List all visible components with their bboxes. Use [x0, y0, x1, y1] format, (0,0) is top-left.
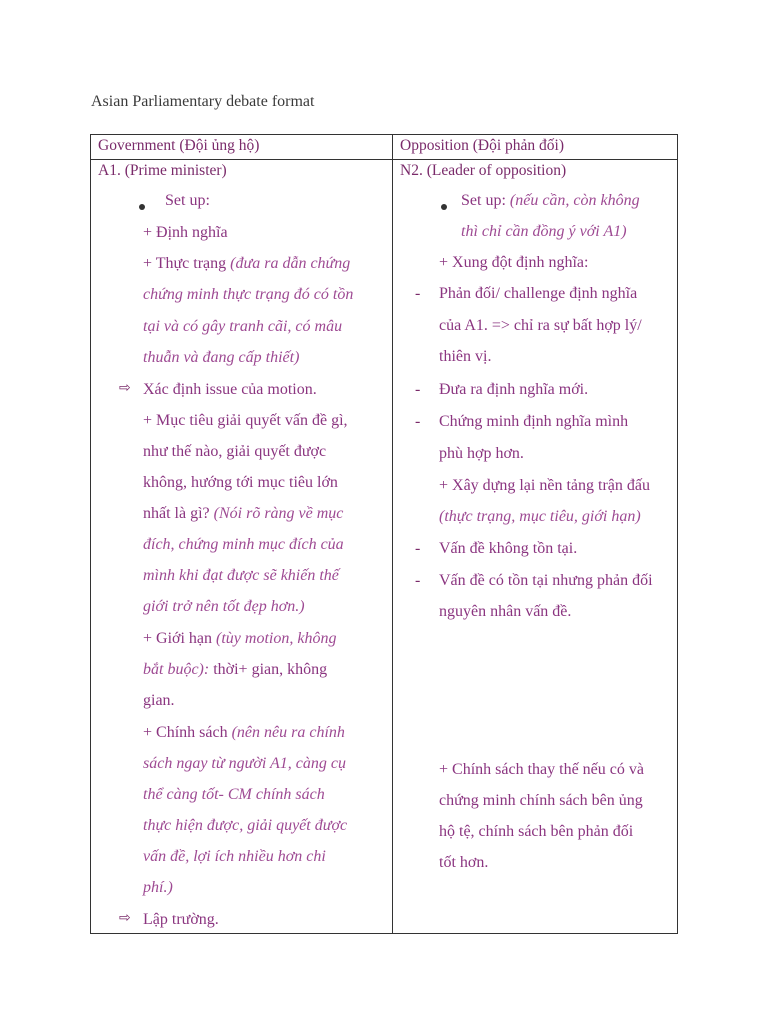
gov-lap-truong: Lập trường.	[143, 911, 219, 928]
opp-van-de-line: Vấn đề có tồn tại nhưng phản đối	[439, 572, 653, 589]
opposition-column	[393, 160, 678, 934]
opp-xung-dot: + Xung đột định nghĩa:	[439, 254, 589, 271]
gov-chinh-sach-line: vấn đề, lợi ích nhiều hơn chi	[143, 848, 326, 865]
dash-icon: -	[415, 285, 421, 302]
gov-muc-tieu-line: như thế nào, giải quyết được	[143, 443, 327, 460]
gov-muc-tieu-line: đích, chứng minh mục đích của	[143, 536, 344, 553]
table-body-row	[91, 160, 678, 934]
gov-muc-tieu-line: mình khi đạt được sẽ khiến thế	[143, 567, 339, 584]
dash-icon: -	[415, 381, 421, 398]
opp-chinh-sach-line: + Chính sách thay thế nếu có và	[439, 761, 644, 778]
opp-phan-doi-line: thiên vị.	[439, 348, 492, 365]
opp-xay-dung-note: (thực trạng, mục tiêu, giới hạn)	[439, 508, 641, 525]
gov-chinh-sach-line: thực hiện được, giải quyết được	[143, 817, 348, 834]
gov-muc-tieu-line: + Mục tiêu giải quyết vấn đề gì,	[143, 412, 348, 429]
dash-icon: -	[415, 572, 421, 589]
arrow-right-icon: ⇨	[119, 910, 131, 926]
gov-gioi-han: + Giới hạn (tùy motion, không	[143, 630, 337, 647]
opp-chung-minh-line: Chứng minh định nghĩa mình	[439, 413, 629, 430]
gov-role: A1. (Prime minister)	[98, 162, 227, 179]
dash-icon: -	[415, 413, 421, 430]
bullet-icon	[139, 204, 145, 210]
opp-phan-doi-line: Phản đối/ challenge định nghĩa	[439, 285, 638, 302]
government-column	[91, 160, 393, 934]
gov-muc-tieu-line: nhất là gì? (Nói rõ ràng về mục	[143, 505, 344, 522]
opp-chung-minh-line: phù hợp hơn.	[439, 445, 524, 462]
gov-xac-dinh: Xác định issue của motion.	[143, 381, 317, 398]
gov-muc-tieu-line: giới trở nên tốt đẹp hơn.)	[143, 598, 305, 615]
opp-van-de-line: nguyên nhân vấn đề.	[439, 603, 572, 620]
gov-dinh-nghia: + Định nghĩa	[143, 224, 228, 241]
gov-chinh-sach: + Chính sách (nên nêu ra chính	[143, 724, 345, 741]
gov-thuc-trang-line: tại và có gây tranh cãi, có mâu	[143, 318, 343, 335]
opp-chinh-sach-line: hộ tệ, chính sách bên phản đối	[439, 823, 634, 840]
dash-icon: -	[415, 540, 421, 557]
government-header: Government (Đội ủng hộ)	[91, 135, 393, 160]
opp-chinh-sach-line: chứng minh chính sách bên ủng	[439, 792, 643, 809]
opp-van-de: Vấn đề không tồn tại.	[439, 540, 578, 557]
document-title: Asian Parliamentary debate format	[91, 93, 315, 110]
opposition-header: Opposition (Đội phản đối)	[393, 135, 678, 160]
opp-role: N2. (Leader of opposition)	[400, 162, 567, 179]
gov-chinh-sach-line: sách ngay từ người A1, càng cụ	[143, 755, 346, 772]
gov-setup: Set up:	[165, 192, 210, 209]
gov-chinh-sach-line: thể càng tốt- CM chính sách	[143, 786, 325, 803]
gov-thuc-trang-line: thuẫn và đang cấp thiết)	[143, 349, 300, 366]
gov-muc-tieu-line: không, hướng tới mục tiêu lớn	[143, 474, 338, 491]
bullet-icon	[441, 204, 447, 210]
gov-gioi-han-line: bắt buộc): thời+ gian, không	[143, 661, 328, 678]
arrow-right-icon: ⇨	[119, 380, 131, 396]
opp-dua-ra: Đưa ra định nghĩa mới.	[439, 381, 589, 398]
debate-format-table	[90, 134, 678, 934]
gov-thuc-trang: + Thực trạng (đưa ra dẫn chứng	[143, 255, 351, 272]
gov-thuc-trang-line: chứng minh thực trạng đó có tồn	[143, 286, 354, 303]
table-header-row	[91, 135, 678, 160]
opp-xay-dung: + Xây dựng lại nền tảng trận đấu	[439, 477, 650, 494]
opp-chinh-sach-line: tốt hơn.	[439, 854, 489, 871]
gov-gioi-han-line: gian.	[143, 692, 175, 709]
opp-setup: Set up: (nếu cần, còn không	[461, 192, 640, 209]
opp-setup-note: thì chỉ cần đồng ý với A1)	[461, 223, 627, 240]
gov-chinh-sach-line: phí.)	[143, 879, 173, 896]
opp-phan-doi-line: của A1. => chỉ ra sự bất hợp lý/	[439, 317, 642, 334]
